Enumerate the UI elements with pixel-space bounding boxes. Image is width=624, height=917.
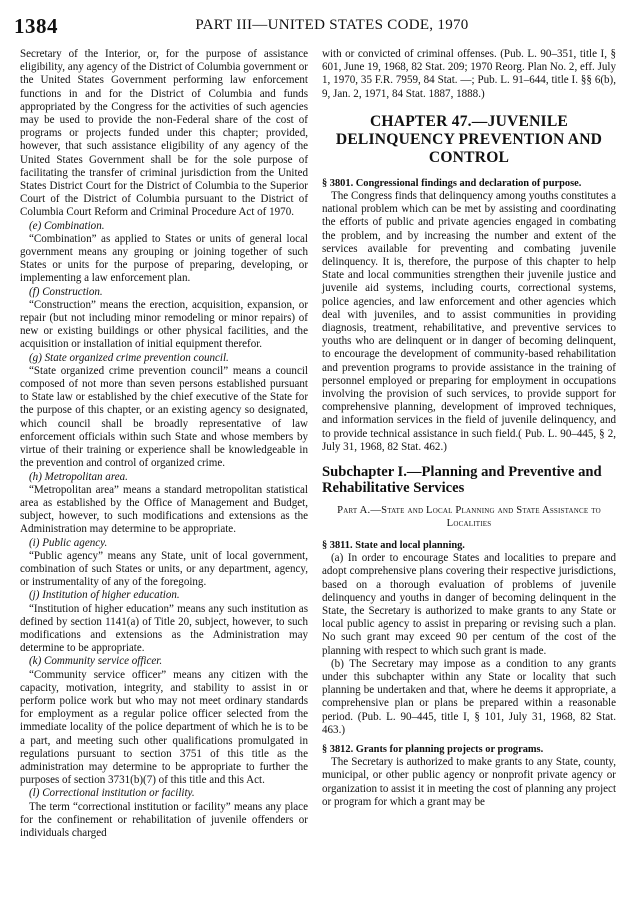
page-header — [14, 14, 610, 36]
subsection-heading: (k) Community service officer. — [29, 655, 163, 668]
right-column — [322, 48, 616, 809]
paragraph: “Community service officer” means any citizen with the capacity, motivation, integrity, and stability to assist in or perform police work but who may not meet ordinary standards for employment as a regular police officer selected from the immediate locality of the police department of which he is to be a part, and meeting such other qualifications promulgated in regulations pursuant to section 3751 of this title as the administration may determine to be appropriate to further the purposes of section 3731(b)(7) of this title and this Act. — [20, 668, 308, 787]
paragraph: The Secretary is authorized to make grants to any State, county, municipal, or other public agency or nonprofit private agency or organization to assist it in meeting the cost of planning any project or program for which a grant may be — [322, 756, 617, 808]
paragraph: “Construction” means the erection, acquisition, expansion, or repair (but not including minor remodeling or minor repairs) of new or existing buildings or other physical facilities, and the acquisition or installation of initial equipment therefor. — [20, 298, 308, 351]
left-column — [20, 48, 308, 840]
part-heading: Part A.—State and Local Planning and State Assistance to Localities — [337, 505, 601, 530]
paragraph-continued: with or convicted of criminal offenses. (Pub. L. 90–351, title I, § 601, June 19, 1968, 82 Stat. 209; 1970 Reorg. Plan No. 2, eff. July 1, 1970, 35 F.R. 7959, 84 Stat. —; Pub. L. 91–644, title I. §§ 6(b), 9, Jan. 2, 1971, 84 Stat. 1887, 1888.) — [322, 48, 616, 100]
running-head: PART III—UNITED STATES CODE, 1970 — [195, 17, 469, 33]
subsection-heading: (l) Correctional institution or facility. — [29, 787, 195, 800]
paragraph: (b) The Secretary may impose as a condition to any grants under this subchapter within any State or locality that such planning be undertaken and that, where he deems it appropriate, a comprehensive plan or plans be prepared within a reasonable period. (Pub. L. 90–445, title I, § 101, July 31, 1968, 82 Stat. 463.) — [322, 657, 616, 736]
section-heading: § 3812. Grants for planning projects or programs. — [322, 743, 544, 755]
subsection-heading: (e) Combination. — [29, 219, 105, 232]
paragraph: “Metropolitan area” means a standard metropolitan statistical area as established by the Office of Management and Budget, subject, however, to such modifications and extensions as the Administration may determine to be appropriate. — [20, 483, 308, 536]
paragraph-continued: Secretary of the Interior, or, for the purpose of assistance eligibility, any agency of the District of Columbia government or the United States Government performing law enforcement functions in and for the District of Columbia and funds appropriated by the Congress for the activities of such agencies may be used to provide the non-Federal share of the cost of programs or projects funded under this chapter; provided, however, that such assistance eligibility of any agency of the United States Government shall be for the sole purpose of facilitating the transfer of criminal jurisdiction from the United States District Court for the District of Columbia to the Superior Court of the District of Columbia pursuant to the District of Columbia Court Reform and Criminal Procedure Act of 1970. — [20, 48, 308, 219]
paragraph: “Institution of higher education” means any such institution as defined by section 1141(a) of Title 20, subject, however, to such modifications and extensions as the Administration may determine to be appropriate. — [20, 602, 308, 655]
subchapter-title: Subchapter I.—Planning and Preventive and Rehabilitative Services — [322, 464, 602, 497]
chapter-title: CHAPTER 47.—JUVENILE DELINQUENCY PREVENTION AND CONTROL — [335, 112, 603, 166]
page-number: 1384 — [14, 14, 58, 38]
paragraph: The term “correctional institution or facility” means any place for the confinement or rehabilitation of juvenile offenders or individuals charged — [20, 800, 308, 839]
subsection-heading: (g) State organized crime prevention council. — [29, 351, 229, 364]
paragraph: (a) In order to encourage States and localities to prepare and adopt comprehensive plans covering their respective jurisdictions, based on a thorough evaluation of problems of juvenile delinquency and youths in danger of becoming delinquent in the State, the Secretary is authorized to make grants to any State or local public agency to assist in preparing or revising such a plan. No such grant may exceed 90 per centum of the cost of the planning with respect to which such grant is made. — [322, 552, 616, 657]
subsection-heading: (i) Public agency. — [29, 536, 108, 549]
paragraph: “Combination” as applied to States or units of general local government means any grouping or joining together of such States or units for the purpose of preparing, developing, or implementing a law enforcement plan. — [20, 232, 308, 285]
subsection-heading: (h) Metropolitan area. — [29, 470, 128, 483]
paragraph: The Congress finds that delinquency among youths constitutes a national problem which can be met by assisting and coordinating the efforts of public and private agencies engaged in combating the problem, and by increasing the number and extent of the services available for preventing and combating juvenile delinquency. It is, therefore, the purpose of this chapter to help State and local communities strengthen their juvenile justice and juvenile aid systems, including courts, correctional systems, police agencies, and law enforcement and other agencies which deal with juveniles, and to assist communities in providing diagnosis, treatment, rehabilitative, and preventive services to youths who are delinquent or in danger of becoming delinquent, to encourage the development of community-based rehabilitation and prevention programs to provide assistance in the training of personnel employed or preparing for employment in occupations involving the provision of such services, to provide support for comprehensive planning, development of improved techniques, and information services in the field of juvenile delinquency, and to provide technical assistance in such field.( Pub. L. 90–445, § 2, July 31, 1968, 82 Stat. 462.) — [322, 190, 616, 453]
paragraph: “Public agency” means any State, unit of local government, combination of such States or units, or any department, agency, or instrumentality of any of the foregoing. — [20, 549, 308, 589]
paragraph: “State organized crime prevention council” means a council composed of not more than seven persons established pursuant to State law or established by the chief executive of the State for the purpose of this chapter, or an existing agency so designated, which council shall be broadly representative of law enforcement officials within such State and whose members by virtue of their training or experience shall be knowledgeable in the prevention and control of organized crime. — [20, 364, 308, 470]
subsection-heading: (j) Institution of higher education. — [29, 589, 180, 602]
subsection-heading: (f) Construction. — [29, 285, 103, 298]
section-heading: § 3811. State and local planning. — [322, 539, 465, 551]
section-heading: § 3801. Congressional findings and declaration of purpose. — [322, 177, 582, 189]
